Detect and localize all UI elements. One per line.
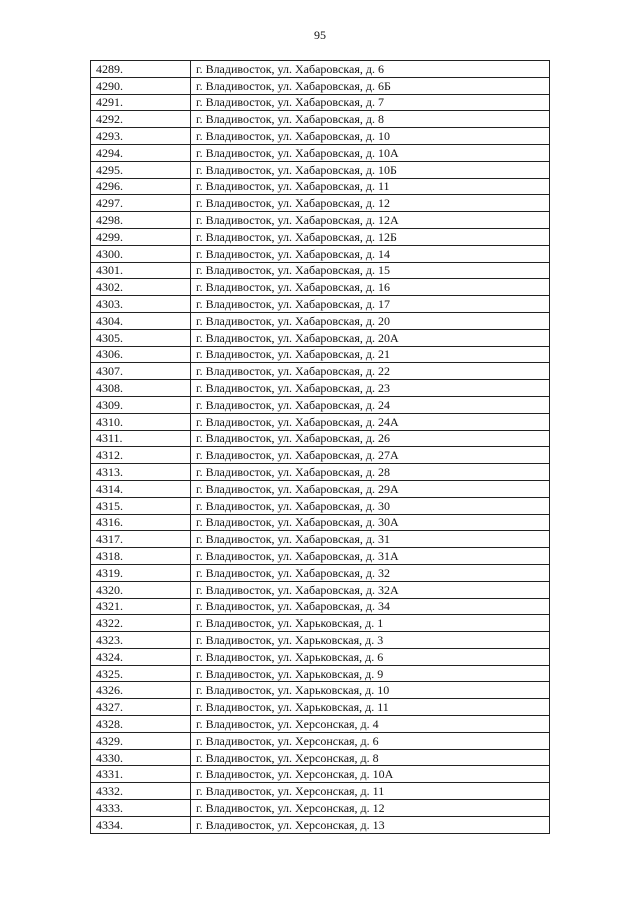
address-table-body — [91, 61, 550, 834]
row-number: 4321. — [91, 598, 191, 615]
row-address: г. Владивосток, ул. Хабаровская, д. 22 — [191, 363, 550, 380]
row-number: 4314. — [91, 480, 191, 497]
table-row — [91, 380, 550, 397]
table-row — [91, 178, 550, 195]
row-number: 4325. — [91, 665, 191, 682]
row-number: 4333. — [91, 800, 191, 817]
row-address: г. Владивосток, ул. Харьковская, д. 11 — [191, 699, 550, 716]
address-table — [90, 60, 550, 834]
row-number: 4318. — [91, 548, 191, 565]
table-row — [91, 581, 550, 598]
row-number: 4312. — [91, 447, 191, 464]
table-row — [91, 346, 550, 363]
row-number: 4289. — [91, 61, 191, 78]
table-row — [91, 464, 550, 481]
row-address: г. Владивосток, ул. Херсонская, д. 11 — [191, 783, 550, 800]
row-number: 4322. — [91, 615, 191, 632]
row-number: 4331. — [91, 766, 191, 783]
row-address: г. Владивосток, ул. Харьковская, д. 6 — [191, 648, 550, 665]
row-number: 4330. — [91, 749, 191, 766]
table-row — [91, 61, 550, 78]
row-address: г. Владивосток, ул. Хабаровская, д. 15 — [191, 262, 550, 279]
table-row — [91, 480, 550, 497]
table-row — [91, 296, 550, 313]
row-number: 4313. — [91, 464, 191, 481]
row-address: г. Владивосток, ул. Хабаровская, д. 31 — [191, 531, 550, 548]
row-number: 4295. — [91, 161, 191, 178]
table-row — [91, 144, 550, 161]
row-address: г. Владивосток, ул. Хабаровская, д. 26 — [191, 430, 550, 447]
table-row — [91, 228, 550, 245]
row-number: 4327. — [91, 699, 191, 716]
row-address: г. Владивосток, ул. Хабаровская, д. 32 — [191, 564, 550, 581]
table-row — [91, 665, 550, 682]
row-address: г. Владивосток, ул. Хабаровская, д. 16 — [191, 279, 550, 296]
row-address: г. Владивосток, ул. Хабаровская, д. 12 — [191, 195, 550, 212]
row-number: 4317. — [91, 531, 191, 548]
table-row — [91, 732, 550, 749]
row-address: г. Владивосток, ул. Хабаровская, д. 24 — [191, 396, 550, 413]
row-address: г. Владивосток, ул. Хабаровская, д. 30А — [191, 514, 550, 531]
row-number: 4334. — [91, 816, 191, 833]
row-number: 4292. — [91, 111, 191, 128]
row-number: 4316. — [91, 514, 191, 531]
row-address: г. Владивосток, ул. Хабаровская, д. 8 — [191, 111, 550, 128]
row-number: 4320. — [91, 581, 191, 598]
table-row — [91, 77, 550, 94]
row-number: 4291. — [91, 94, 191, 111]
row-address: г. Владивосток, ул. Херсонская, д. 4 — [191, 716, 550, 733]
row-address: г. Владивосток, ул. Хабаровская, д. 12А — [191, 212, 550, 229]
table-row — [91, 800, 550, 817]
table-row — [91, 783, 550, 800]
row-number: 4319. — [91, 564, 191, 581]
row-number: 4311. — [91, 430, 191, 447]
row-number: 4305. — [91, 329, 191, 346]
table-row — [91, 749, 550, 766]
row-number: 4304. — [91, 312, 191, 329]
row-number: 4323. — [91, 632, 191, 649]
row-address: г. Владивосток, ул. Хабаровская, д. 28 — [191, 464, 550, 481]
row-number: 4302. — [91, 279, 191, 296]
table-row — [91, 497, 550, 514]
table-row — [91, 161, 550, 178]
table-row — [91, 329, 550, 346]
row-address: г. Владивосток, ул. Хабаровская, д. 32А — [191, 581, 550, 598]
row-number: 4310. — [91, 413, 191, 430]
table-row — [91, 648, 550, 665]
table-row — [91, 531, 550, 548]
row-number: 4309. — [91, 396, 191, 413]
row-number: 4307. — [91, 363, 191, 380]
row-address: г. Владивосток, ул. Хабаровская, д. 34 — [191, 598, 550, 615]
row-number: 4290. — [91, 77, 191, 94]
row-address: г. Владивосток, ул. Хабаровская, д. 21 — [191, 346, 550, 363]
row-number: 4301. — [91, 262, 191, 279]
row-address: г. Владивосток, ул. Хабаровская, д. 31А — [191, 548, 550, 565]
table-row — [91, 279, 550, 296]
table-row — [91, 245, 550, 262]
table-row — [91, 598, 550, 615]
row-number: 4303. — [91, 296, 191, 313]
row-number: 4332. — [91, 783, 191, 800]
table-row — [91, 430, 550, 447]
table-row — [91, 413, 550, 430]
table-row — [91, 128, 550, 145]
row-address: г. Владивосток, ул. Хабаровская, д. 23 — [191, 380, 550, 397]
table-row — [91, 363, 550, 380]
row-number: 4298. — [91, 212, 191, 229]
row-number: 4328. — [91, 716, 191, 733]
row-address: г. Владивосток, ул. Херсонская, д. 12 — [191, 800, 550, 817]
row-number: 4308. — [91, 380, 191, 397]
row-number: 4326. — [91, 682, 191, 699]
row-address: г. Владивосток, ул. Хабаровская, д. 10А — [191, 144, 550, 161]
row-address: г. Владивосток, ул. Хабаровская, д. 30 — [191, 497, 550, 514]
table-row — [91, 766, 550, 783]
row-address: г. Владивосток, ул. Хабаровская, д. 17 — [191, 296, 550, 313]
row-address: г. Владивосток, ул. Херсонская, д. 13 — [191, 816, 550, 833]
row-address: г. Владивосток, ул. Хабаровская, д. 14 — [191, 245, 550, 262]
row-address: г. Владивосток, ул. Хабаровская, д. 11 — [191, 178, 550, 195]
row-number: 4300. — [91, 245, 191, 262]
row-number: 4294. — [91, 144, 191, 161]
row-address: г. Владивосток, ул. Хабаровская, д. 20 — [191, 312, 550, 329]
row-address: г. Владивосток, ул. Хабаровская, д. 6Б — [191, 77, 550, 94]
row-number: 4296. — [91, 178, 191, 195]
row-number: 4306. — [91, 346, 191, 363]
table-row — [91, 514, 550, 531]
row-address: г. Владивосток, ул. Харьковская, д. 3 — [191, 632, 550, 649]
table-row — [91, 615, 550, 632]
table-row — [91, 682, 550, 699]
row-address: г. Владивосток, ул. Херсонская, д. 6 — [191, 732, 550, 749]
row-address: г. Владивосток, ул. Хабаровская, д. 10Б — [191, 161, 550, 178]
row-number: 4297. — [91, 195, 191, 212]
table-row — [91, 212, 550, 229]
row-number: 4315. — [91, 497, 191, 514]
table-row — [91, 816, 550, 833]
row-address: г. Владивосток, ул. Хабаровская, д. 10 — [191, 128, 550, 145]
table-row — [91, 396, 550, 413]
table-row — [91, 262, 550, 279]
row-address: г. Владивосток, ул. Хабаровская, д. 6 — [191, 61, 550, 78]
table-row — [91, 94, 550, 111]
row-number: 4329. — [91, 732, 191, 749]
table-row — [91, 632, 550, 649]
table-row — [91, 111, 550, 128]
row-number: 4293. — [91, 128, 191, 145]
row-address: г. Владивосток, ул. Хабаровская, д. 24А — [191, 413, 550, 430]
table-row — [91, 312, 550, 329]
row-number: 4324. — [91, 648, 191, 665]
row-address: г. Владивосток, ул. Хабаровская, д. 27А — [191, 447, 550, 464]
row-address: г. Владивосток, ул. Хабаровская, д. 29А — [191, 480, 550, 497]
row-address: г. Владивосток, ул. Харьковская, д. 9 — [191, 665, 550, 682]
row-address: г. Владивосток, ул. Хабаровская, д. 7 — [191, 94, 550, 111]
row-address: г. Владивосток, ул. Хабаровская, д. 20А — [191, 329, 550, 346]
row-address: г. Владивосток, ул. Харьковская, д. 1 — [191, 615, 550, 632]
row-address: г. Владивосток, ул. Херсонская, д. 8 — [191, 749, 550, 766]
table-row — [91, 716, 550, 733]
row-address: г. Владивосток, ул. Харьковская, д. 10 — [191, 682, 550, 699]
row-number: 4299. — [91, 228, 191, 245]
table-row — [91, 699, 550, 716]
page-number: 95 — [314, 28, 326, 42]
table-row — [91, 447, 550, 464]
table-row — [91, 564, 550, 581]
table-row — [91, 548, 550, 565]
table-row — [91, 195, 550, 212]
row-address: г. Владивосток, ул. Херсонская, д. 10А — [191, 766, 550, 783]
row-address: г. Владивосток, ул. Хабаровская, д. 12Б — [191, 228, 550, 245]
